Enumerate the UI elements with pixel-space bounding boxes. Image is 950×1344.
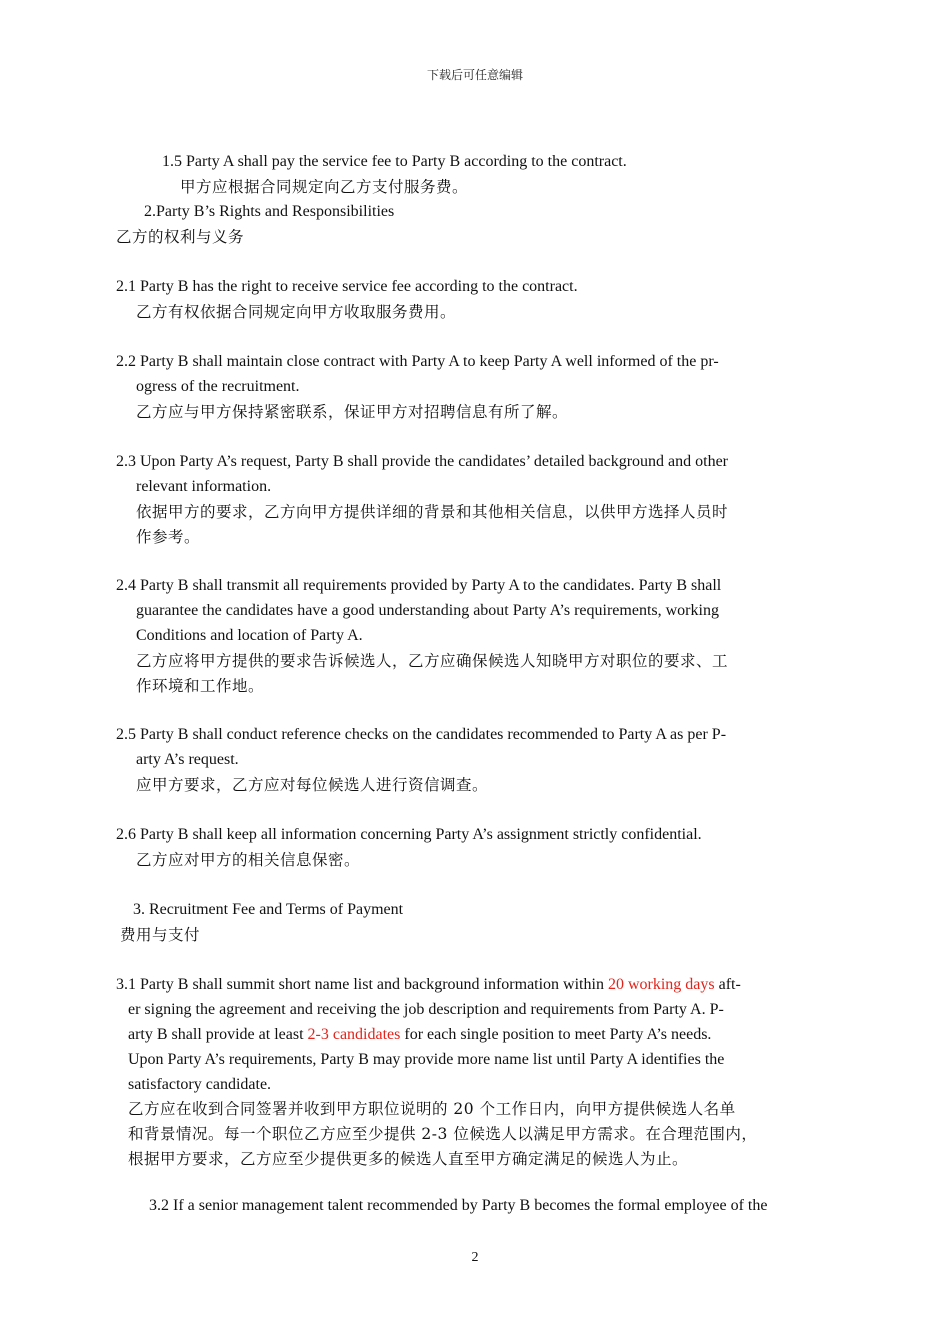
clause-3-1-en-cont2 [128,1025,711,1045]
clause-2-4-en: 2.4 Party B shall transmit all requirements provided by Party A to the candidates. Party B shall [116,577,722,594]
clause-3-1-en-cont4: satisfactory candidate. [128,1076,272,1093]
clause-2-5-cn: 应甲方要求，乙方应对每位候选人进行资信调查。 [136,776,489,794]
clause-3-1-en-cont3: Upon Party A’s requirements, Party B may provide more name list until Party A identifies the [128,1051,725,1068]
clause-3-1-en [116,975,741,995]
clause-2-2-en: 2.2 Party B shall maintain close contract with Party A to keep Party A well informed of the pr- [116,353,719,370]
section-3-heading-cn: 费用与支付 [120,926,201,944]
clause-3-1-cn-cont2: 根据甲方要求，乙方应至少提供更多的候选人直至甲方确定满足的候选人为止。 [128,1150,689,1168]
text-run: 3.1 Party B shall summit short name list and background information within [116,976,608,993]
clause-2-5-en: 2.5 Party B shall conduct reference checks on the candidates recommended to Party A as per P- [116,726,727,743]
clause-2-5-en-cont: arty A’s request. [136,751,239,768]
clause-2-3-en-cont: relevant information. [136,478,272,495]
clause-1-5-en: 1.5 Party A shall pay the service fee to Party B according to the contract. [162,153,627,170]
section-2-heading: 2.Party B’s Rights and Responsibilities [144,203,395,220]
clause-2-4-en-cont: guarantee the candidates have a good understanding about Party A’s requirements, working [136,602,719,619]
clause-2-6-en: 2.6 Party B shall keep all information concerning Party A’s assignment strictly confidential. [116,826,702,843]
clause-2-1-cn: 乙方有权依据合同规定向甲方收取服务费用。 [136,303,457,321]
clause-2-2-en-cont: ogress of the recruitment. [136,378,300,395]
highlight-working-days: 20 working days [607,976,715,993]
clause-1-5-cn: 甲方应根据合同规定向乙方支付服务费。 [180,178,469,196]
clause-2-1-en: 2.1 Party B has the right to receive service fee according to the contract. [116,278,578,295]
page-header: 下载后可任意编辑 [426,68,523,82]
clause-3-2-en: 3.2 If a senior management talent recommended by Party B becomes the formal employee of the [149,1197,768,1214]
clause-3-1-cn-cont: 和背景情况。每一个职位乙方应至少提供 2-3 位候选人以满足甲方需求。在合理范围内， [128,1125,758,1143]
text-run: arty B shall provide at least [128,1026,308,1043]
clause-2-3-en: 2.3 Upon Party A’s request, Party B shall provide the candidates’ detailed background and other [116,453,728,470]
highlight-candidates: 2-3 candidates [307,1026,401,1043]
page-number: 2 [471,1250,479,1265]
clause-2-4-cn: 乙方应将甲方提供的要求告诉候选人，乙方应确保候选人知晓甲方对职位的要求、工 [136,652,729,670]
clause-3-1-cn: 乙方应在收到合同签署并收到甲方职位说明的 20 个工作日内，向甲方提供候选人名单 [128,1100,736,1118]
section-3-heading: 3. Recruitment Fee and Terms of Payment [133,901,404,918]
clause-2-6-cn: 乙方应对甲方的相关信息保密。 [136,851,361,869]
text-run: for each single position to meet Party A’s needs. [400,1026,712,1043]
text-run: aft- [714,976,741,993]
clause-2-3-cn: 依据甲方的要求，乙方向甲方提供详细的背景和其他相关信息，以供甲方选择人员时 [136,503,729,521]
section-2-heading-cn: 乙方的权利与义务 [116,228,245,246]
clause-3-1-en-cont: er signing the agreement and receiving the job description and requirements from Party A. P- [128,1001,724,1018]
clause-2-2-cn: 乙方应与甲方保持紧密联系，保证甲方对招聘信息有所了解。 [136,403,569,421]
clause-2-4-cn-cont: 作环境和工作地。 [136,677,265,695]
clause-2-4-en-cont2: Conditions and location of Party A. [136,627,363,644]
clause-2-3-cn-cont: 作参考。 [136,528,201,546]
